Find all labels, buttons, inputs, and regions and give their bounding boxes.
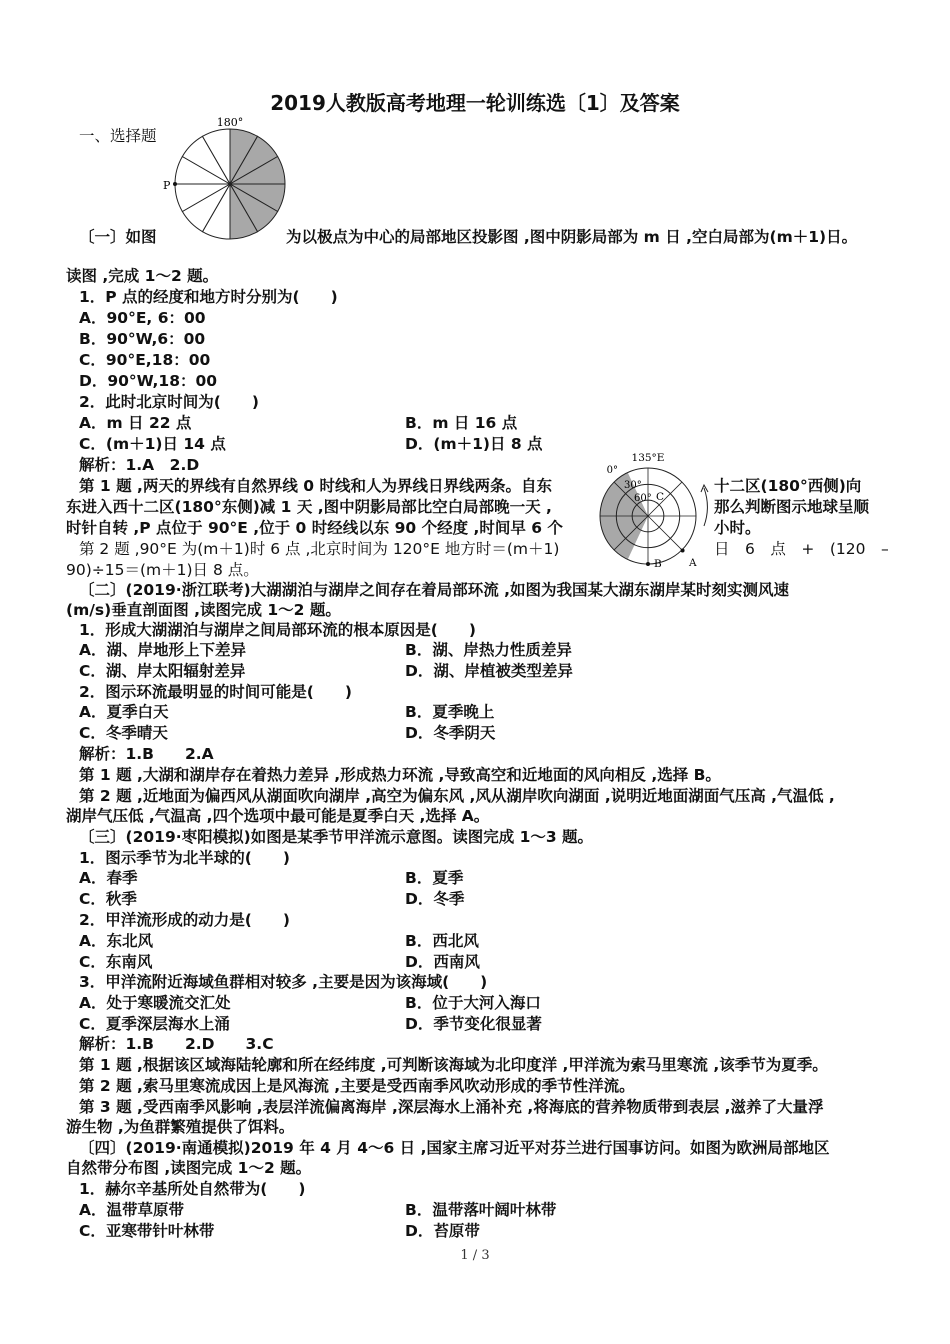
q2-explanation-1: 第 1 题 ,大湖和湖岸存在着热力差异 ,形成热力环流 ,导致高空和近地面的风向相反 ,选择 B。 [79,766,721,784]
polar-projection-figure [160,112,290,244]
fig2-point-b [646,562,650,566]
fig1-point-p [173,182,177,186]
q2-intro-line-1: 〔二〕(2019·浙江联考)大湖湖泊与湖岸之间存在着局部环流 ,如图为我国某大湖东湖岸某时刻实测风速 [79,581,789,599]
q1-question-1: 1．P 点的经度和地方时分别为( ) [79,288,338,306]
fig2-label-b: B [654,558,662,570]
polar-latitude-figure [596,450,714,574]
q2-q1-option-d: D．湖、岸植被类型差异 [405,662,573,680]
q2-q2-option-b: B．夏季晚上 [405,703,495,721]
q4-q1-option-a: A．温带草原带 [79,1201,184,1219]
q1-explanation-1-line-2: 东进入西十二区(180°东侧)减 1 天 ,图中阴影局部比空白局部晚一天 , [66,498,552,516]
q1-explanation-1-line-3: 时针自转 ,P 点位于 90°E ,位于 0 时经线以东 90 个经度 ,时间早 6 个 [66,519,563,537]
q2-q1-option-a: A．湖、岸地形上下差异 [79,641,246,659]
q3-explanation-1: 第 1 题 ,根据该区域海陆轮廓和所在经纬度 ,可判断该海域为北印度洋 ,甲洋流为索马里寒流 ,该季节为夏季。 [79,1056,828,1074]
q2-intro-line-2: (m/s)垂直剖面图 ,读图完成 1～2 题。 [66,601,341,619]
q3-q3-option-d: D．季节变化很显著 [405,1015,542,1033]
q4-q1-option-d: D．苔原带 [405,1222,480,1240]
document-title: 2019人教版高考地理一轮训练选〔1〕及答案 [270,91,680,115]
q1-answer: 解析：1.A 2.D [79,456,200,474]
q2-answer: 解析：1.B 2.A [79,745,214,763]
q3-intro: 〔三〕(2019·枣阳模拟)如图是某季节甲洋流示意图。读图完成 1～3 题。 [79,828,594,846]
fig2-rotation-arrow [704,488,707,526]
fig2-point-a [681,549,685,553]
q1-intro-b: 为以极点为中心的局部地区投影图 ,图中阴影局部为 m 日 ,空白局部为(m＋1)日。 [286,228,858,246]
section-heading: 一、选择题 [79,127,157,145]
q4-q1-option-c: C．亚寒带针叶林带 [79,1222,215,1240]
q3-explanation-3-line-1: 第 3 题 ,受西南季风影响 ,表层洋流偏离海岸 ,深层海水上涌补充 ,将海底的营养物质带到表层 ,滋养了大量浮 [79,1098,824,1116]
q3-q2-option-b: B．西北风 [405,932,479,950]
q3-q3-option-c: C．夏季深层海水上涌 [79,1015,230,1033]
q1-explanation-1-line-1-right: 十二区(180°西侧)向 [714,477,862,495]
fig2-label-135e: 135°E [631,452,665,464]
q1-q2-option-a: A．m 日 22 点 [79,414,192,432]
fig2-meridian-line [648,516,682,550]
q2-question-2: 2．图示环流最明显的时间可能是( ) [79,683,352,701]
q3-question-1: 1．图示季节为北半球的( ) [79,849,290,867]
fig2-label-c: C [656,491,665,503]
fig2-label-0: 0° [606,465,618,476]
q4-question-1: 1．赫尔辛基所处自然带为( ) [79,1180,306,1198]
q3-q1-option-d: D．冬季 [405,890,465,908]
q1-explanation-1-line-2-right: 那么判断图示地球呈顺 [714,498,870,516]
q1-q1-option-a: A．90°E, 6：00 [79,309,206,327]
q2-q2-option-c: C．冬季晴天 [79,724,168,742]
q1-intro-c: 读图 ,完成 1～2 题。 [66,267,219,285]
q3-question-2: 2．甲洋流形成的动力是( ) [79,911,290,929]
q1-explanation-2-line-2: 90)÷15＝(m＋1)日 8 点。 [66,561,259,579]
page-number: 1 / 3 [460,1248,490,1263]
fig1-label-180: 180° [216,116,244,129]
q4-q1-option-b: B．温带落叶阔叶林带 [405,1201,557,1219]
q2-q1-option-b: B．湖、岸热力性质差异 [405,641,572,659]
q1-q2-option-d: D．(m＋1)日 8 点 [405,435,543,453]
fig2-label-60: 60° [634,493,652,504]
q1-q2-option-c: C．(m＋1)日 14 点 [79,435,226,453]
q3-answer: 解析：1.B 2.D 3.C [79,1035,274,1053]
q3-explanation-2: 第 2 题 ,索马里寒流成因上是风海流 ,主要是受西南季风吹动形成的季节性洋流。 [79,1077,635,1095]
q1-q1-option-c: C．90°E,18：00 [79,351,211,369]
q2-q2-option-a: A．夏季白天 [79,703,169,721]
q3-explanation-3-line-2: 游生物 ,为鱼群繁殖提供了饵料。 [66,1118,295,1136]
q1-explanation-1-line-3-right: 小时。 [714,519,761,537]
q4-intro-line-2: 自然带分布图 ,读图完成 1～2 题。 [66,1159,312,1177]
q3-question-3: 3．甲洋流附近海域鱼群相对较多 ,主要是因为该海域( ) [79,973,488,991]
q2-question-1: 1．形成大湖湖泊与湖岸之间局部环流的根本原因是( ) [79,621,476,639]
q3-q2-option-c: C．东南风 [79,953,153,971]
q3-q1-option-b: B．夏季 [405,869,464,887]
q3-q3-option-a: A．处于寒暖流交汇处 [79,994,231,1012]
q3-q3-option-b: B．位于大河入海口 [405,994,541,1012]
q3-q1-option-a: A．春季 [79,869,138,887]
fig2-label-30: 30° [624,480,642,491]
q2-explanation-2-line-1: 第 2 题 ,近地面为偏西风从湖面吹向湖岸 ,高空为偏东风 ,风从湖岸吹向湖面 ,说明近地面湖面气压高 ,气温低 , [79,787,835,805]
q1-q2-option-b: B．m 日 16 点 [405,414,518,432]
q3-q2-option-d: D．西南风 [405,953,480,971]
q4-intro-line-1: 〔四〕(2019·南通模拟)2019 年 4 月 4～6 日 ,国家主席习近平对芬兰进行国事访问。如图为欧洲局部地区 [79,1139,830,1157]
fig2-meridian-line [648,482,682,516]
q1-question-2: 2．此时北京时间为( ) [79,393,259,411]
q1-explanation-2-line-1-right: 日 6 点 + (120 – [714,540,889,558]
q1-explanation-2-line-1: 第 2 题 ,90°E 为(m＋1)时 6 点 ,北京时间为 120°E 地方时＝(m＋1) [79,540,560,558]
q2-explanation-2-line-2: 湖岸气压低 ,气温高 ,四个选项中最可能是夏季白天 ,选择 A。 [66,807,490,825]
q1-q1-option-b: B．90°W,6：00 [79,330,206,348]
q1-intro-a: 〔一〕如图 [79,228,157,246]
q1-q1-option-d: D．90°W,18：00 [79,372,218,390]
q2-q1-option-c: C．湖、岸太阳辐射差异 [79,662,246,680]
q3-q2-option-a: A．东北风 [79,932,153,950]
fig1-label-p: P [163,179,171,192]
q2-q2-option-d: D．冬季阴天 [405,724,496,742]
q1-explanation-1-line-1: 第 1 题 ,两天的界线有自然界线 0 时线和人为界线日界线两条。自东 [79,477,552,495]
q3-q1-option-c: C．秋季 [79,890,137,908]
fig2-label-a: A [689,557,697,569]
